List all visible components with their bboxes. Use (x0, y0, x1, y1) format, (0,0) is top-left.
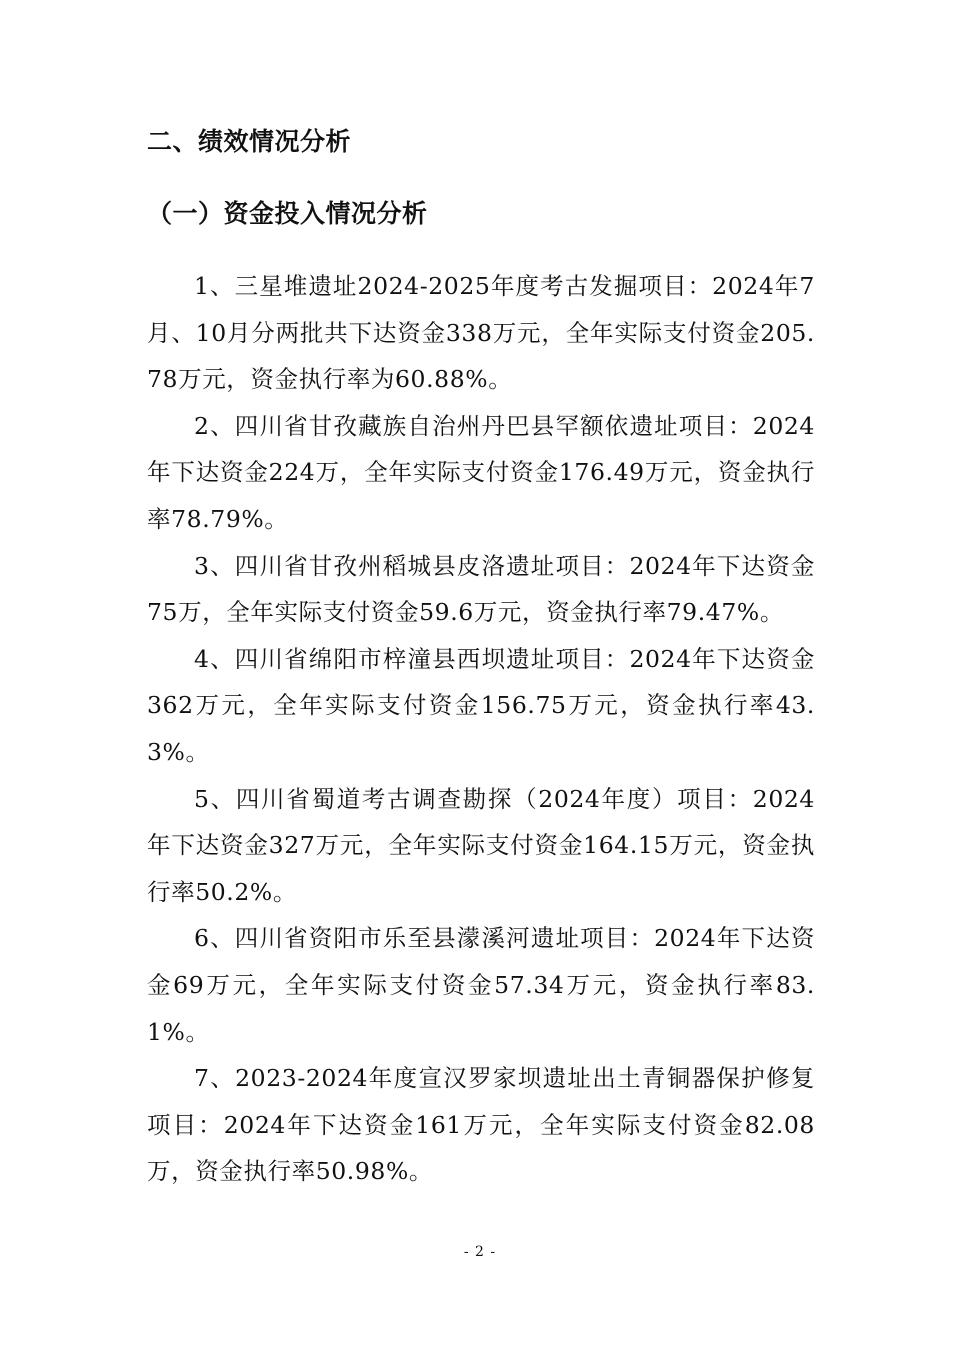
paragraph-4: 4、四川省绵阳市梓潼县西坝遗址项目：2024年下达资金362万元，全年实际支付资金156.75万元，资金执行率43.3%。 (147, 644, 815, 766)
section-heading: 二、绩效情况分析 (147, 127, 352, 156)
paragraph-1: 1、三星堆遗址2024-2025年度考古发掘项目：2024年7月、10月分两批共下达资金338万元，全年实际支付资金205.78万元，资金执行率为60.88%。 (147, 272, 815, 394)
paragraph-7: 7、2023-2024年度宣汉罗家坝遗址出土青铜器保护修复项目：2024年下达资金161万元，全年实际支付资金82.08万，资金执行率50.98%。 (147, 1064, 815, 1186)
document-body (147, 263, 815, 1195)
paragraph-6: 6、四川省资阳市乐至县濛溪河遗址项目：2024年下达资金69万元，全年实际支付资金57.34万元，资金执行率83.1%。 (147, 924, 815, 1046)
paragraph-5: 5、四川省蜀道考古调查勘探（2024年度）项目：2024年下达资金327万元，全年实际支付资金164.15万元，资金执行率50.2%。 (147, 784, 815, 906)
subsection-heading: （一）资金投入情况分析 (147, 199, 428, 228)
paragraph-2: 2、四川省甘孜藏族自治州丹巴县罕额依遗址项目：2024年下达资金224万，全年实际支付资金176.49万元，资金执行率78.79%。 (147, 411, 815, 533)
paragraph-3: 3、四川省甘孜州稻城县皮洛遗址项目：2024年下达资金75万，全年实际支付资金59.6万元，资金执行率79.47%。 (147, 551, 815, 627)
page-number: - 2 - (463, 1244, 497, 1260)
